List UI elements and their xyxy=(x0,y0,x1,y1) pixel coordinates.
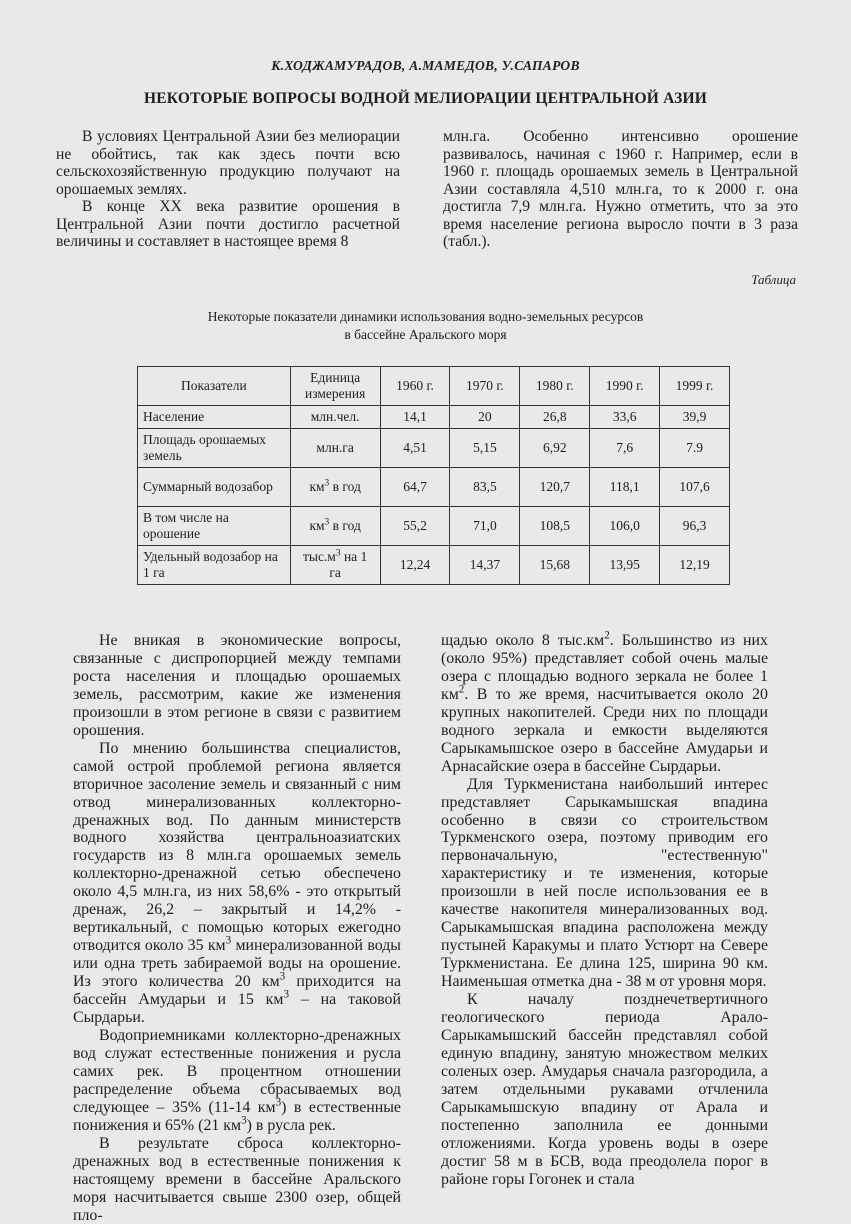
header-cell: 1970 г. xyxy=(450,367,520,406)
intro-right-column xyxy=(443,128,798,251)
paragraph-text: По мнению большинства специалистов, самой острой проблемой региона является вторичное засоление земель и связанный с ним отвод минерализованных коллекторно-дренажных вод. По данным министерств водного хозяйства центральноазиатских государств из 8 млн.га орошаемых земель коллекторно-дренажной сетью обеспечено около 4,5 млн.га, из них 58,6% - это открытый дренаж, 26,2 – закрытый и 14,2% - вертикальный, с помощью которых ежегодно отводится около 35 км xyxy=(73,739,401,955)
indicator-cell: В том числе на орошение xyxy=(138,507,291,546)
header-cell: Показатели xyxy=(138,367,291,406)
unit-cell: млн.га xyxy=(290,429,380,468)
table-row xyxy=(138,468,730,507)
intro-paragraph-continued: млн.га. Особенно интенсивно орошение развивалось, начиная с 1960 г. Например, если в 1960 г. площадь орошаемых земель в Центральной Азии составляла 4,510 млн.га, то к 2000 г. она достигла 7,9 млн.га. Нужно отметить, что за это время население региона выросло почти в 3 раза (табл.). xyxy=(443,128,798,250)
unit-cell: млн.чел. xyxy=(290,406,380,429)
body-paragraph xyxy=(73,740,401,1027)
unit-cell xyxy=(290,507,380,546)
article-authors: К.ХОДЖАМУРАДОВ, А.МАМЕДОВ, У.САПАРОВ xyxy=(271,58,580,73)
value-cell: 108,5 xyxy=(520,507,590,546)
value-cell: 96,3 xyxy=(660,507,730,546)
article-title: НЕКОТОРЫЕ ВОПРОСЫ ВОДНОЙ МЕЛИОРАЦИИ ЦЕНТРАЛЬНОЙ АЗИИ xyxy=(143,90,708,107)
table-caption-line-1: Некоторые показатели динамики использования водно-земельных ресурсов xyxy=(207,309,644,324)
value-cell: 55,2 xyxy=(380,507,450,546)
paragraph-text: минерализованной воды или одна треть забираемой воды на орошение. Из этого количества 20 км xyxy=(73,937,401,991)
body-paragraph: В результате сброса коллекторно-дренажных вод в естественные понижения к настоящему времени в бассейне Аральского моря насчитывается свыше 2300 озер, общей пло- xyxy=(73,1134,401,1224)
body-right-column xyxy=(441,629,768,1189)
table-caption-line-2: в бассейне Аральского моря xyxy=(344,327,507,342)
paragraph-text: приходится на бассейн Амударьи и 15 км xyxy=(73,973,401,1009)
table-row xyxy=(138,546,730,585)
table-caption xyxy=(0,308,851,344)
indicator-cell: Площадь орошаемых земель xyxy=(138,429,291,468)
superscript: 3 xyxy=(241,1114,247,1127)
paragraph-text: ) в русла рек. xyxy=(246,1116,336,1134)
header-cell: 1999 г. xyxy=(660,367,730,406)
paragraph-text: ) в естественные понижения и 65% (21 км xyxy=(73,1098,401,1134)
unit-text: в год xyxy=(329,518,361,533)
table-row xyxy=(138,429,730,468)
indicator-cell: Население xyxy=(138,406,291,429)
value-cell: 20 xyxy=(450,406,520,429)
unit-text: на 1 га xyxy=(329,549,368,580)
header-cell: Единица измерения xyxy=(290,367,380,406)
paragraph-text: . В то же время, насчитывается около 20 крупных накопителей. Среди них по площади водного зеркала и емкости выделяются Сарыкамышское озеро в бассейне Амударьи и Арнасайские озера в бассейне Сырдарьи. xyxy=(441,685,768,775)
superscript: 3 xyxy=(225,934,232,947)
unit-cell xyxy=(290,468,380,507)
body-paragraph xyxy=(73,1027,401,1135)
value-cell: 14,37 xyxy=(450,546,520,585)
unit-superscript: 3 xyxy=(335,548,341,559)
superscript: 3 xyxy=(283,988,289,1001)
paragraph-text: щадью около 8 тыс.км xyxy=(441,632,605,649)
header-cell: 1980 г. xyxy=(520,367,590,406)
value-cell: 4,51 xyxy=(380,429,450,468)
value-cell: 107,6 xyxy=(660,468,730,507)
unit-text: тыс.м xyxy=(302,549,336,564)
intro-left-column xyxy=(56,128,400,251)
paragraph-text: Водоприемниками коллекторно-дренажных вод служат естественные понижения и русла самих рек. В процентном отношении распределение объема сбрасываемых вод следующее – 35% (11-14 км xyxy=(73,1026,401,1116)
value-cell: 7.9 xyxy=(660,429,730,468)
value-cell: 6,92 xyxy=(520,429,590,468)
value-cell: 12,19 xyxy=(660,546,730,585)
superscript: 2 xyxy=(604,629,610,642)
value-cell: 83,5 xyxy=(450,468,520,507)
body-paragraph: Не вникая в экономические вопросы, связанные с диспропорцией между темпами роста населения и площадью орошаемых земель, рассмотрим, какие же изменения произошли в этом регионе в связи с развитием орошения. xyxy=(73,632,401,739)
value-cell: 118,1 xyxy=(590,468,660,507)
superscript: 2 xyxy=(458,683,465,696)
value-cell: 64,7 xyxy=(380,468,450,507)
superscript: 3 xyxy=(275,1096,282,1109)
value-cell: 39,9 xyxy=(660,406,730,429)
indicator-cell: Суммарный водозабор xyxy=(138,468,291,507)
body-paragraph: Для Туркменистана наибольший интерес представляет Сарыкамышская впадина особенно в связи со строительством Туркменского озера, поэтому приводим его первоначальную, "естественную" характеристику и те изменения, которые произошли в ней после использования ее в качестве накопителя минерализованных вод. Сарыкамышская впадина расположена между пустыней Каракумы и плато Устюрт на Севере Туркменистана. Ее длина 125, ширина 90 км. Наименьшая отметка дна - 38 м от уровня моря. xyxy=(441,775,768,991)
paragraph-text: . Большинство из них (около 95%) представляет собой очень малые озера с площадью водного зеркала не более 1 км xyxy=(441,632,768,703)
table-row xyxy=(138,406,730,429)
body-left-column xyxy=(73,632,401,1224)
header-cell: 1960 г. xyxy=(380,367,450,406)
unit-superscript: 3 xyxy=(324,517,330,528)
value-cell: 106,0 xyxy=(590,507,660,546)
superscript: 3 xyxy=(279,970,286,983)
water-resources-table xyxy=(137,366,730,585)
paragraph-text: – на таковой Сырдарьи. xyxy=(73,991,401,1027)
table-header-row xyxy=(138,367,730,406)
indicator-cell: Удельный водозабор на 1 га xyxy=(138,546,291,585)
unit-text: км xyxy=(309,479,325,494)
header-cell: 1990 г. xyxy=(590,367,660,406)
value-cell: 13,95 xyxy=(590,546,660,585)
value-cell: 33,6 xyxy=(590,406,660,429)
value-cell: 12,24 xyxy=(380,546,450,585)
value-cell: 120,7 xyxy=(520,468,590,507)
value-cell: 14,1 xyxy=(380,406,450,429)
unit-superscript: 3 xyxy=(324,478,330,489)
unit-text: км xyxy=(309,518,325,533)
value-cell: 15,68 xyxy=(520,546,590,585)
unit-cell xyxy=(290,546,380,585)
body-paragraph: К началу позднечетвертичного геологического периода Арало-Сарыкамышский бассейн представлял собой единую впадину, занятую множеством мелких соленых озер. Амударья сначала разгородила, а затем отдельными рукавами отчленила Сарыкамышскую впадину от Арала и постепенно заполнила ее донными отложениями. Когда уровень воды в озере достиг 58 м в БСВ, вода преодолела порог в районе горы Гогонек и стала xyxy=(441,991,768,1188)
intro-paragraph: В конце XX века развитие орошения в Центральной Азии почти достигло расчетной величины и составляет в настоящее время 8 xyxy=(56,198,400,250)
body-paragraph-continued xyxy=(441,629,768,776)
table-label: Таблица xyxy=(751,272,796,287)
value-cell: 71,0 xyxy=(450,507,520,546)
value-cell: 7,6 xyxy=(590,429,660,468)
intro-paragraph: В условиях Центральной Азии без мелиорации не обойтись, так как здесь почти всю сельскохозяйственную продукцию получают на орошаемых землях. xyxy=(56,128,400,198)
table-row xyxy=(138,507,730,546)
unit-text: в год xyxy=(329,479,361,494)
value-cell: 5,15 xyxy=(450,429,520,468)
value-cell: 26,8 xyxy=(520,406,590,429)
